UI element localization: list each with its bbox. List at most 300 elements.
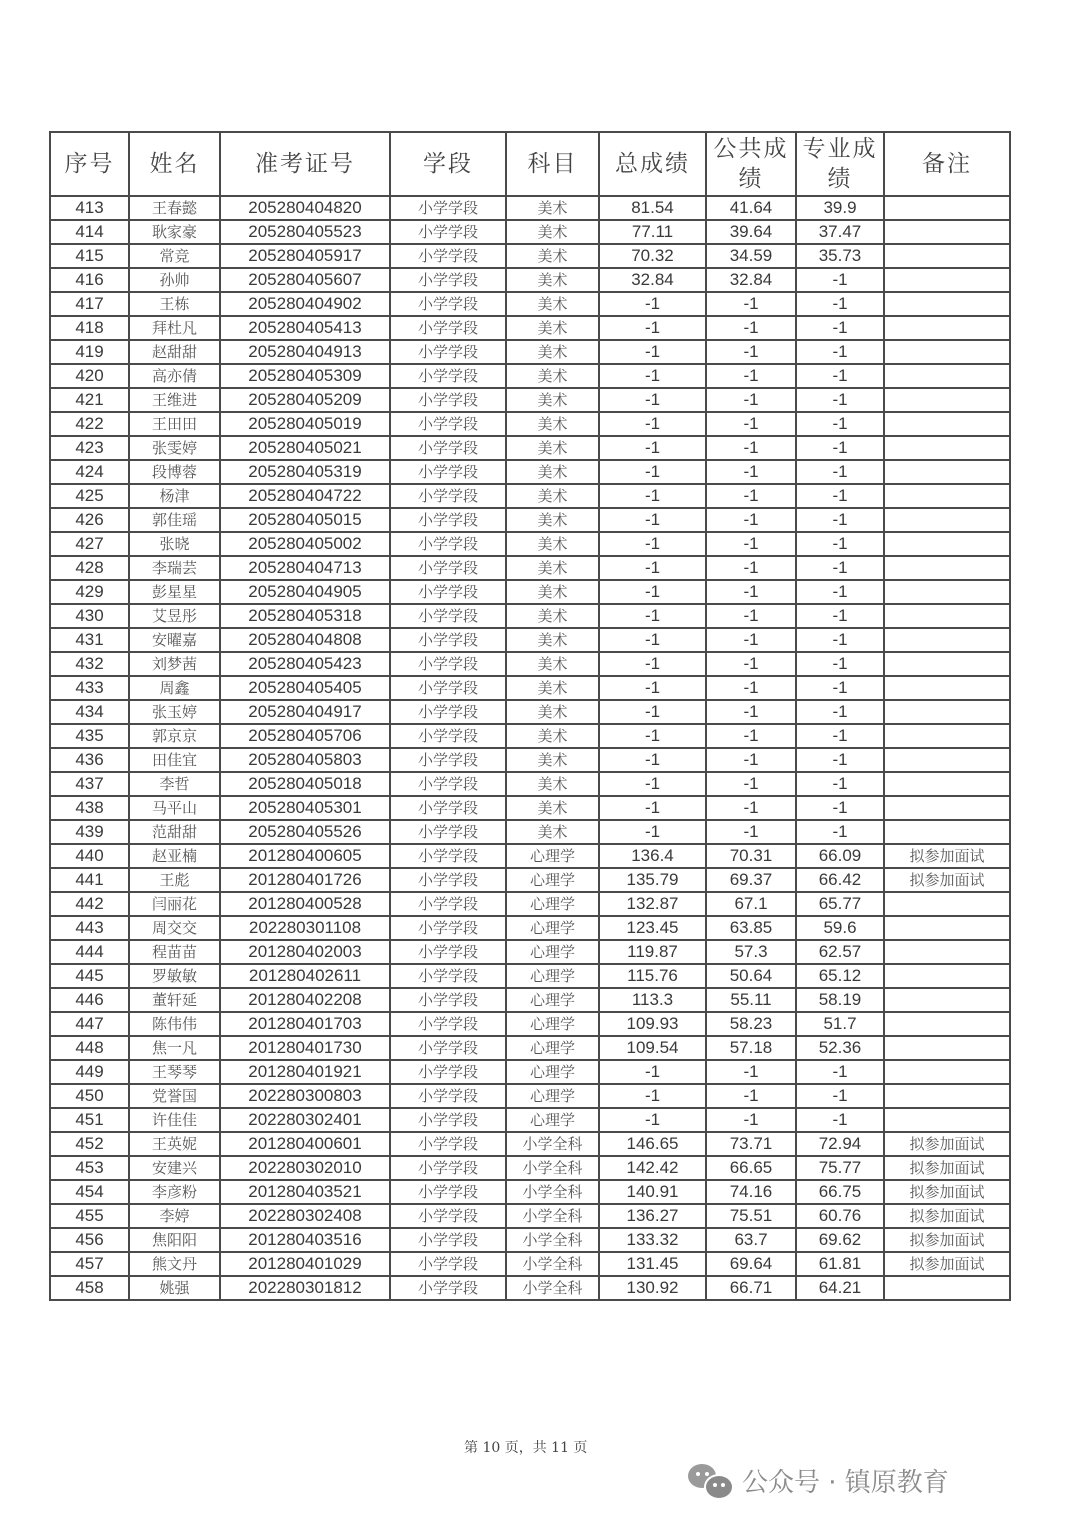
table-row bbox=[50, 388, 1010, 412]
cell-name: 张晓 bbox=[129, 532, 220, 556]
cell-stage: 小学学段 bbox=[390, 868, 506, 892]
cell-stage: 小学学段 bbox=[390, 364, 506, 388]
cell-name: 耿家豪 bbox=[129, 220, 220, 244]
cell-stage: 小学学段 bbox=[390, 388, 506, 412]
cell-subject: 美术 bbox=[506, 388, 599, 412]
table-row bbox=[50, 628, 1010, 652]
cell-public-score: -1 bbox=[706, 340, 796, 364]
cell-seq: 426 bbox=[50, 508, 129, 532]
cell-remarks: 拟参加面试 bbox=[884, 1180, 1010, 1204]
cell-exam-id: 205280405405 bbox=[220, 676, 390, 700]
cell-exam-id: 205280405607 bbox=[220, 268, 390, 292]
table-row bbox=[50, 196, 1010, 220]
cell-remarks bbox=[884, 436, 1010, 460]
cell-subject: 美术 bbox=[506, 772, 599, 796]
cell-seq: 437 bbox=[50, 772, 129, 796]
cell-public-score: 69.37 bbox=[706, 868, 796, 892]
cell-seq: 443 bbox=[50, 916, 129, 940]
cell-public-score: -1 bbox=[706, 556, 796, 580]
cell-stage: 小学学段 bbox=[390, 604, 506, 628]
cell-remarks bbox=[884, 988, 1010, 1012]
cell-seq: 442 bbox=[50, 892, 129, 916]
cell-professional-score: 72.94 bbox=[796, 1132, 884, 1156]
cell-subject: 美术 bbox=[506, 484, 599, 508]
cell-stage: 小学学段 bbox=[390, 748, 506, 772]
cell-total-score: -1 bbox=[599, 316, 706, 340]
cell-public-score: 57.3 bbox=[706, 940, 796, 964]
cell-exam-id: 205280404913 bbox=[220, 340, 390, 364]
cell-public-score: -1 bbox=[706, 652, 796, 676]
cell-stage: 小学学段 bbox=[390, 460, 506, 484]
cell-stage: 小学学段 bbox=[390, 1180, 506, 1204]
cell-seq: 413 bbox=[50, 196, 129, 220]
cell-exam-id: 205280405803 bbox=[220, 748, 390, 772]
cell-professional-score: 65.12 bbox=[796, 964, 884, 988]
cell-subject: 美术 bbox=[506, 316, 599, 340]
cell-name: 安曜嘉 bbox=[129, 628, 220, 652]
cell-public-score: 66.71 bbox=[706, 1276, 796, 1300]
cell-total-score: 130.92 bbox=[599, 1276, 706, 1300]
cell-exam-id: 201280403521 bbox=[220, 1180, 390, 1204]
cell-professional-score: -1 bbox=[796, 796, 884, 820]
cell-subject: 美术 bbox=[506, 580, 599, 604]
cell-subject: 美术 bbox=[506, 196, 599, 220]
cell-subject: 美术 bbox=[506, 748, 599, 772]
table-row bbox=[50, 1276, 1010, 1300]
cell-name: 张玉婷 bbox=[129, 700, 220, 724]
cell-remarks: 拟参加面试 bbox=[884, 868, 1010, 892]
cell-stage: 小学学段 bbox=[390, 820, 506, 844]
cell-total-score: -1 bbox=[599, 820, 706, 844]
table-row bbox=[50, 1252, 1010, 1276]
cell-public-score: 66.65 bbox=[706, 1156, 796, 1180]
cell-stage: 小学学段 bbox=[390, 532, 506, 556]
cell-professional-score: -1 bbox=[796, 604, 884, 628]
table-row bbox=[50, 412, 1010, 436]
table-row bbox=[50, 796, 1010, 820]
table-row bbox=[50, 364, 1010, 388]
cell-remarks bbox=[884, 1084, 1010, 1108]
cell-remarks bbox=[884, 916, 1010, 940]
cell-public-score: -1 bbox=[706, 628, 796, 652]
cell-exam-id: 205280405309 bbox=[220, 364, 390, 388]
cell-exam-id: 202280301812 bbox=[220, 1276, 390, 1300]
cell-public-score: -1 bbox=[706, 580, 796, 604]
table-row bbox=[50, 292, 1010, 316]
cell-exam-id: 202280302408 bbox=[220, 1204, 390, 1228]
cell-name: 范甜甜 bbox=[129, 820, 220, 844]
cell-public-score: -1 bbox=[706, 1084, 796, 1108]
cell-public-score: -1 bbox=[706, 796, 796, 820]
cell-professional-score: 75.77 bbox=[796, 1156, 884, 1180]
table-row bbox=[50, 508, 1010, 532]
cell-total-score: -1 bbox=[599, 676, 706, 700]
cell-exam-id: 205280405318 bbox=[220, 604, 390, 628]
cell-total-score: -1 bbox=[599, 796, 706, 820]
cell-subject: 美术 bbox=[506, 244, 599, 268]
cell-subject: 美术 bbox=[506, 820, 599, 844]
cell-seq: 456 bbox=[50, 1228, 129, 1252]
cell-total-score: -1 bbox=[599, 460, 706, 484]
cell-total-score: 142.42 bbox=[599, 1156, 706, 1180]
cell-professional-score: -1 bbox=[796, 676, 884, 700]
cell-subject: 心理学 bbox=[506, 1060, 599, 1084]
table-row bbox=[50, 1132, 1010, 1156]
header-public-score: 公共成绩 bbox=[706, 132, 796, 196]
cell-name: 赵甜甜 bbox=[129, 340, 220, 364]
table-row bbox=[50, 1060, 1010, 1084]
cell-stage: 小学学段 bbox=[390, 1204, 506, 1228]
cell-name: 王琴琴 bbox=[129, 1060, 220, 1084]
cell-seq: 444 bbox=[50, 940, 129, 964]
cell-professional-score: -1 bbox=[796, 412, 884, 436]
cell-remarks bbox=[884, 940, 1010, 964]
cell-remarks bbox=[884, 1012, 1010, 1036]
cell-professional-score: -1 bbox=[796, 700, 884, 724]
cell-total-score: -1 bbox=[599, 292, 706, 316]
cell-stage: 小学学段 bbox=[390, 940, 506, 964]
cell-professional-score: -1 bbox=[796, 460, 884, 484]
cell-subject: 美术 bbox=[506, 412, 599, 436]
cell-name: 孙帅 bbox=[129, 268, 220, 292]
cell-subject: 小学全科 bbox=[506, 1228, 599, 1252]
cell-seq: 454 bbox=[50, 1180, 129, 1204]
cell-public-score: 67.1 bbox=[706, 892, 796, 916]
cell-public-score: -1 bbox=[706, 532, 796, 556]
cell-name: 赵亚楠 bbox=[129, 844, 220, 868]
cell-stage: 小学学段 bbox=[390, 508, 506, 532]
table-row bbox=[50, 988, 1010, 1012]
cell-stage: 小学学段 bbox=[390, 580, 506, 604]
table-row bbox=[50, 844, 1010, 868]
header-subject: 科目 bbox=[506, 132, 599, 196]
cell-seq: 429 bbox=[50, 580, 129, 604]
cell-professional-score: -1 bbox=[796, 772, 884, 796]
cell-stage: 小学学段 bbox=[390, 700, 506, 724]
cell-stage: 小学学段 bbox=[390, 1084, 506, 1108]
cell-name: 王英妮 bbox=[129, 1132, 220, 1156]
cell-stage: 小学学段 bbox=[390, 652, 506, 676]
cell-remarks: 拟参加面试 bbox=[884, 1252, 1010, 1276]
cell-public-score: 50.64 bbox=[706, 964, 796, 988]
cell-professional-score: -1 bbox=[796, 628, 884, 652]
cell-name: 王春懿 bbox=[129, 196, 220, 220]
table-row bbox=[50, 724, 1010, 748]
cell-exam-id: 205280405018 bbox=[220, 772, 390, 796]
cell-total-score: 113.3 bbox=[599, 988, 706, 1012]
cell-name: 彭星星 bbox=[129, 580, 220, 604]
cell-subject: 美术 bbox=[506, 340, 599, 364]
cell-seq: 435 bbox=[50, 724, 129, 748]
cell-seq: 430 bbox=[50, 604, 129, 628]
cell-seq: 448 bbox=[50, 1036, 129, 1060]
header-professional-score: 专业成绩 bbox=[796, 132, 884, 196]
cell-exam-id: 205280405301 bbox=[220, 796, 390, 820]
cell-stage: 小学学段 bbox=[390, 316, 506, 340]
cell-professional-score: 52.36 bbox=[796, 1036, 884, 1060]
cell-remarks bbox=[884, 676, 1010, 700]
cell-total-score: -1 bbox=[599, 580, 706, 604]
cell-exam-id: 202280302010 bbox=[220, 1156, 390, 1180]
cell-professional-score: -1 bbox=[796, 652, 884, 676]
cell-remarks bbox=[884, 820, 1010, 844]
cell-total-score: 70.32 bbox=[599, 244, 706, 268]
cell-total-score: 77.11 bbox=[599, 220, 706, 244]
table-row bbox=[50, 1012, 1010, 1036]
cell-exam-id: 202280301108 bbox=[220, 916, 390, 940]
cell-exam-id: 205280405002 bbox=[220, 532, 390, 556]
table-row bbox=[50, 652, 1010, 676]
cell-name: 安建兴 bbox=[129, 1156, 220, 1180]
cell-subject: 美术 bbox=[506, 724, 599, 748]
cell-exam-id: 205280405526 bbox=[220, 820, 390, 844]
table-row bbox=[50, 964, 1010, 988]
cell-professional-score: 39.9 bbox=[796, 196, 884, 220]
cell-seq: 447 bbox=[50, 1012, 129, 1036]
cell-name: 郭京京 bbox=[129, 724, 220, 748]
cell-stage: 小学学段 bbox=[390, 724, 506, 748]
cell-seq: 431 bbox=[50, 628, 129, 652]
cell-public-score: 57.18 bbox=[706, 1036, 796, 1060]
cell-remarks: 拟参加面试 bbox=[884, 1156, 1010, 1180]
cell-total-score: -1 bbox=[599, 628, 706, 652]
cell-professional-score: 37.47 bbox=[796, 220, 884, 244]
cell-name: 罗敏敏 bbox=[129, 964, 220, 988]
cell-stage: 小学学段 bbox=[390, 340, 506, 364]
cell-name: 党誉国 bbox=[129, 1084, 220, 1108]
cell-total-score: 135.79 bbox=[599, 868, 706, 892]
cell-subject: 小学全科 bbox=[506, 1180, 599, 1204]
cell-subject: 美术 bbox=[506, 460, 599, 484]
cell-subject: 小学全科 bbox=[506, 1204, 599, 1228]
cell-seq: 439 bbox=[50, 820, 129, 844]
cell-name: 焦阳阳 bbox=[129, 1228, 220, 1252]
cell-exam-id: 205280404713 bbox=[220, 556, 390, 580]
cell-name: 高亦倩 bbox=[129, 364, 220, 388]
cell-exam-id: 201280401730 bbox=[220, 1036, 390, 1060]
cell-subject: 美术 bbox=[506, 220, 599, 244]
cell-name: 熊文丹 bbox=[129, 1252, 220, 1276]
cell-public-score: -1 bbox=[706, 676, 796, 700]
cell-remarks bbox=[884, 364, 1010, 388]
cell-remarks bbox=[884, 796, 1010, 820]
cell-subject: 心理学 bbox=[506, 940, 599, 964]
cell-professional-score: -1 bbox=[796, 532, 884, 556]
cell-remarks bbox=[884, 268, 1010, 292]
cell-name: 李彦粉 bbox=[129, 1180, 220, 1204]
cell-remarks bbox=[884, 1276, 1010, 1300]
table-row bbox=[50, 1204, 1010, 1228]
cell-stage: 小学学段 bbox=[390, 676, 506, 700]
table-body bbox=[50, 196, 1010, 1300]
cell-public-score: -1 bbox=[706, 508, 796, 532]
cell-subject: 美术 bbox=[506, 652, 599, 676]
header-exam-id: 准考证号 bbox=[220, 132, 390, 196]
table-row bbox=[50, 892, 1010, 916]
cell-total-score: -1 bbox=[599, 724, 706, 748]
cell-seq: 457 bbox=[50, 1252, 129, 1276]
cell-public-score: 70.31 bbox=[706, 844, 796, 868]
cell-stage: 小学学段 bbox=[390, 1012, 506, 1036]
cell-name: 周鑫 bbox=[129, 676, 220, 700]
wechat-icon bbox=[688, 1464, 732, 1498]
table-row bbox=[50, 1180, 1010, 1204]
table-row bbox=[50, 1036, 1010, 1060]
cell-name: 田佳宜 bbox=[129, 748, 220, 772]
cell-exam-id: 205280404902 bbox=[220, 292, 390, 316]
table-row bbox=[50, 676, 1010, 700]
cell-stage: 小学学段 bbox=[390, 796, 506, 820]
table-row bbox=[50, 220, 1010, 244]
cell-public-score: -1 bbox=[706, 748, 796, 772]
cell-exam-id: 205280405413 bbox=[220, 316, 390, 340]
cell-exam-id: 205280405706 bbox=[220, 724, 390, 748]
cell-stage: 小学学段 bbox=[390, 916, 506, 940]
cell-professional-score: -1 bbox=[796, 388, 884, 412]
cell-exam-id: 205280405423 bbox=[220, 652, 390, 676]
cell-seq: 434 bbox=[50, 700, 129, 724]
cell-total-score: -1 bbox=[599, 508, 706, 532]
cell-name: 刘梦茜 bbox=[129, 652, 220, 676]
cell-total-score: 119.87 bbox=[599, 940, 706, 964]
cell-professional-score: 66.09 bbox=[796, 844, 884, 868]
table-row bbox=[50, 1228, 1010, 1252]
cell-exam-id: 205280404722 bbox=[220, 484, 390, 508]
cell-name: 闫丽花 bbox=[129, 892, 220, 916]
table-row bbox=[50, 1084, 1010, 1108]
cell-public-score: -1 bbox=[706, 460, 796, 484]
cell-public-score: -1 bbox=[706, 604, 796, 628]
cell-public-score: -1 bbox=[706, 388, 796, 412]
cell-subject: 美术 bbox=[506, 532, 599, 556]
cell-exam-id: 202280300803 bbox=[220, 1084, 390, 1108]
cell-exam-id: 201280401726 bbox=[220, 868, 390, 892]
cell-public-score: -1 bbox=[706, 436, 796, 460]
cell-stage: 小学学段 bbox=[390, 436, 506, 460]
cell-remarks bbox=[884, 412, 1010, 436]
header-remarks: 备注 bbox=[884, 132, 1010, 196]
cell-stage: 小学学段 bbox=[390, 772, 506, 796]
cell-professional-score: -1 bbox=[796, 268, 884, 292]
cell-public-score: 73.71 bbox=[706, 1132, 796, 1156]
cell-total-score: -1 bbox=[599, 652, 706, 676]
cell-professional-score: -1 bbox=[796, 508, 884, 532]
cell-total-score: -1 bbox=[599, 364, 706, 388]
cell-total-score: 109.54 bbox=[599, 1036, 706, 1060]
cell-professional-score: 66.75 bbox=[796, 1180, 884, 1204]
cell-total-score: 81.54 bbox=[599, 196, 706, 220]
cell-name: 王彪 bbox=[129, 868, 220, 892]
cell-total-score: 136.4 bbox=[599, 844, 706, 868]
cell-total-score: -1 bbox=[599, 412, 706, 436]
cell-professional-score: -1 bbox=[796, 316, 884, 340]
cell-seq: 419 bbox=[50, 340, 129, 364]
cell-remarks bbox=[884, 964, 1010, 988]
cell-seq: 415 bbox=[50, 244, 129, 268]
cell-subject: 美术 bbox=[506, 604, 599, 628]
cell-name: 艾昱彤 bbox=[129, 604, 220, 628]
cell-public-score: -1 bbox=[706, 484, 796, 508]
cell-remarks bbox=[884, 700, 1010, 724]
cell-professional-score: -1 bbox=[796, 820, 884, 844]
cell-subject: 心理学 bbox=[506, 1036, 599, 1060]
cell-stage: 小学学段 bbox=[390, 892, 506, 916]
cell-remarks bbox=[884, 652, 1010, 676]
cell-stage: 小学学段 bbox=[390, 1060, 506, 1084]
cell-stage: 小学学段 bbox=[390, 244, 506, 268]
cell-stage: 小学学段 bbox=[390, 988, 506, 1012]
cell-seq: 449 bbox=[50, 1060, 129, 1084]
cell-seq: 450 bbox=[50, 1084, 129, 1108]
cell-name: 王栋 bbox=[129, 292, 220, 316]
cell-seq: 440 bbox=[50, 844, 129, 868]
cell-public-score: -1 bbox=[706, 292, 796, 316]
table-row bbox=[50, 556, 1010, 580]
cell-subject: 美术 bbox=[506, 508, 599, 532]
cell-seq: 432 bbox=[50, 652, 129, 676]
cell-seq: 414 bbox=[50, 220, 129, 244]
table-row bbox=[50, 820, 1010, 844]
cell-public-score: -1 bbox=[706, 1108, 796, 1132]
cell-remarks bbox=[884, 244, 1010, 268]
cell-remarks bbox=[884, 580, 1010, 604]
cell-name: 段博蓉 bbox=[129, 460, 220, 484]
cell-subject: 小学全科 bbox=[506, 1132, 599, 1156]
cell-exam-id: 205280405917 bbox=[220, 244, 390, 268]
cell-seq: 424 bbox=[50, 460, 129, 484]
cell-seq: 446 bbox=[50, 988, 129, 1012]
table-row bbox=[50, 244, 1010, 268]
watermark-text: 公众号 · 镇原教育 bbox=[742, 1468, 949, 1498]
cell-professional-score: 60.76 bbox=[796, 1204, 884, 1228]
cell-total-score: 131.45 bbox=[599, 1252, 706, 1276]
cell-name: 杨津 bbox=[129, 484, 220, 508]
cell-remarks bbox=[884, 892, 1010, 916]
cell-seq: 451 bbox=[50, 1108, 129, 1132]
cell-public-score: -1 bbox=[706, 820, 796, 844]
cell-total-score: -1 bbox=[599, 1084, 706, 1108]
cell-exam-id: 201280402611 bbox=[220, 964, 390, 988]
cell-remarks bbox=[884, 460, 1010, 484]
cell-remarks bbox=[884, 1060, 1010, 1084]
cell-remarks bbox=[884, 292, 1010, 316]
cell-name: 陈伟伟 bbox=[129, 1012, 220, 1036]
cell-remarks bbox=[884, 604, 1010, 628]
cell-subject: 美术 bbox=[506, 556, 599, 580]
cell-subject: 小学全科 bbox=[506, 1156, 599, 1180]
cell-exam-id: 205280404917 bbox=[220, 700, 390, 724]
cell-total-score: -1 bbox=[599, 388, 706, 412]
table-row bbox=[50, 1108, 1010, 1132]
cell-total-score: -1 bbox=[599, 484, 706, 508]
cell-total-score: -1 bbox=[599, 340, 706, 364]
cell-exam-id: 201280400605 bbox=[220, 844, 390, 868]
table-row bbox=[50, 700, 1010, 724]
cell-seq: 428 bbox=[50, 556, 129, 580]
cell-exam-id: 201280400601 bbox=[220, 1132, 390, 1156]
cell-name: 王维进 bbox=[129, 388, 220, 412]
cell-stage: 小学学段 bbox=[390, 484, 506, 508]
cell-exam-id: 205280405523 bbox=[220, 220, 390, 244]
cell-remarks bbox=[884, 772, 1010, 796]
cell-stage: 小学学段 bbox=[390, 1132, 506, 1156]
cell-name: 张雯婷 bbox=[129, 436, 220, 460]
cell-seq: 453 bbox=[50, 1156, 129, 1180]
cell-exam-id: 201280400528 bbox=[220, 892, 390, 916]
table-row bbox=[50, 604, 1010, 628]
cell-exam-id: 205280405019 bbox=[220, 412, 390, 436]
cell-exam-id: 205280405209 bbox=[220, 388, 390, 412]
